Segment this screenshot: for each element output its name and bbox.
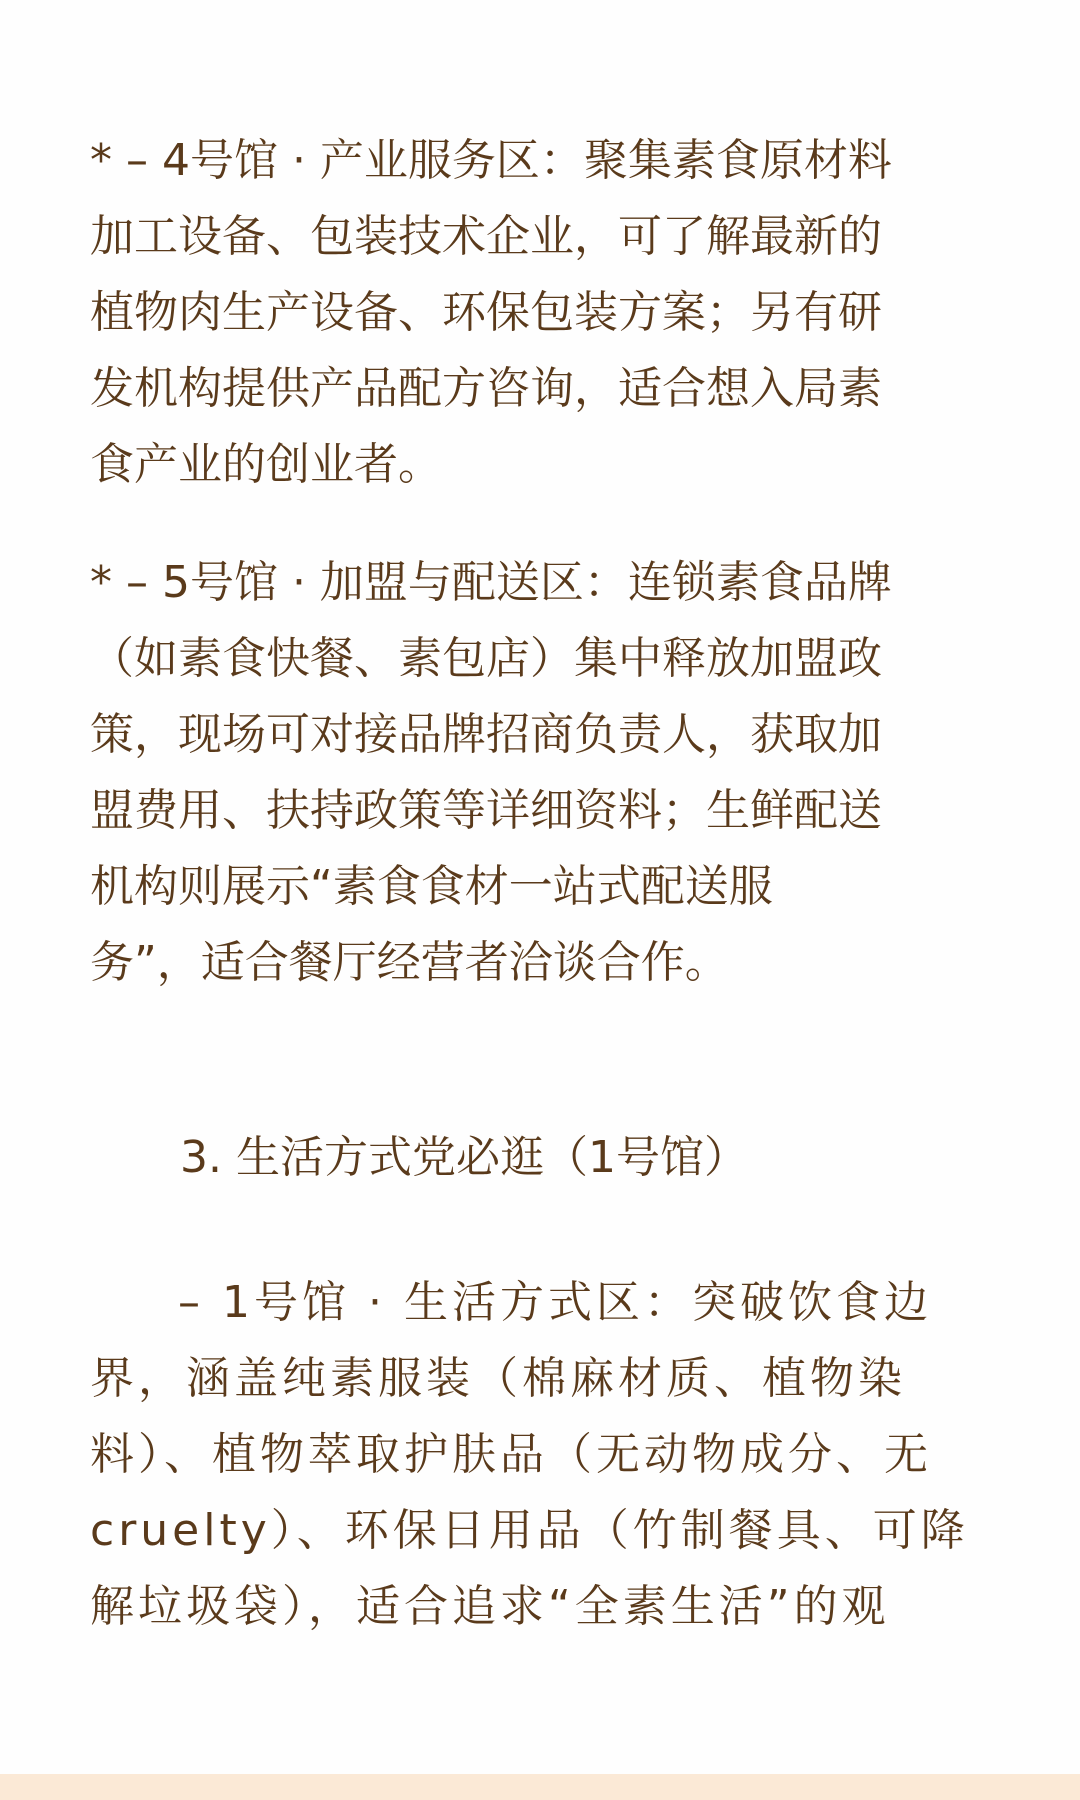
hall-1-paragraph xyxy=(90,1265,995,1645)
section-heading-3: 3. 生活方式党必逛（1号馆） xyxy=(180,1132,748,1183)
hall-4-paragraph: * – 4号馆 · 产业服务区：聚集素食原材料 加工设备、包装技术企业，可了解最新的 植物肉生产设备、环保包装方案；另有研 发机构提供产品配方咨询，适合想入局素 食产业的创业者。 xyxy=(90,135,892,490)
bottom-decorative-band xyxy=(0,1774,1080,1800)
hall-1-text: – 1号馆 · 生活方式区：突破饮食边 界，涵盖纯素服装（棉麻材质、植物染 料）、植物萃取护肤品（无动物成分、无 cruelty）、环保日用品（竹制餐具、可降 解垃圾袋），适合追求“全素生活”的观 xyxy=(90,1277,969,1632)
hall-5-paragraph: * – 5号馆 · 加盟与配送区：连锁素食品牌 （如素食快餐、素包店）集中释放加盟政 策，现场可对接品牌招商负责人，获取加 盟费用、扶持政策等详细资料；生鲜配送 机构则展示“素食食材一站式配送服 务”，适合餐厅经营者洽谈合作。 xyxy=(90,557,892,988)
